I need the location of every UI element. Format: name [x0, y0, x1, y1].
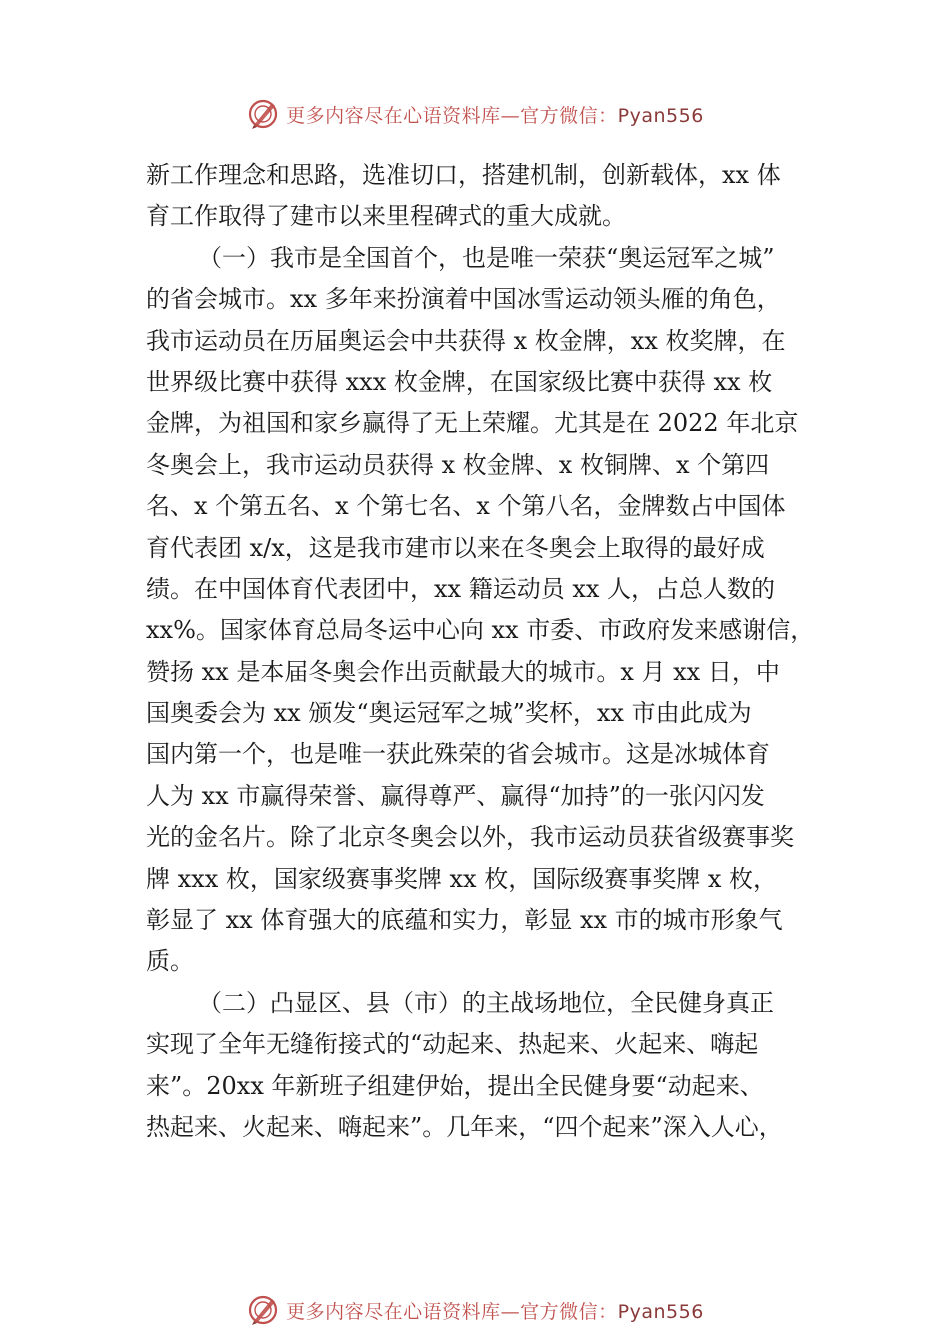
text-line: 热起来、火起来、嗨起来”。几年来，“四个起来”深入人心，: [146, 1112, 783, 1141]
text-line: 绩。在中国体育代表团中，xx 籍运动员 xx 人，占总人数的: [146, 574, 776, 603]
text-line: 名、x 个第五名、x 个第七名、x 个第八名，金牌数占中国体: [146, 492, 786, 521]
footer-banner: [0, 1290, 950, 1330]
text-line: 世界级比赛中获得 xxx 枚金牌，在国家级比赛中获得 xx 枚: [146, 367, 773, 396]
logo-icon: [246, 97, 280, 131]
text-line: 育工作取得了建市以来里程碑式的重大成就。: [146, 202, 626, 231]
text-line: （二）凸显区、县（市）的主战场地位，全民健身真正: [198, 988, 774, 1017]
text-line: 光的金名片。除了北京冬奥会以外，我市运动员获省级赛事奖: [146, 823, 794, 852]
text-line: （一）我市是全国首个，也是唯一荣获“奥运冠军之城”: [198, 243, 775, 272]
wechat-id: Pyan556: [617, 1300, 704, 1323]
text-line: 新工作理念和思路，选准切口，搭建机制，创新载体，xx 体: [146, 161, 781, 189]
text-line: 我市运动员在历届奥运会中共获得 x 枚金牌，xx 枚奖牌，在: [146, 326, 786, 355]
text-line: 人为 xx 市赢得荣誉、赢得尊严、赢得“加持”的一张闪闪发: [146, 781, 765, 810]
text-line: 冬奥会上，我市运动员获得 x 枚金牌、x 枚铜牌、x 个第四: [146, 450, 770, 479]
document-body: [146, 155, 836, 1148]
text-line: 国内第一个，也是唯一获此殊荣的省会城市。这是冰城体育: [146, 740, 770, 769]
text-line: 赞扬 xx 是本届冬奥会作出贡献最大的城市。x 月 xx 日，中: [146, 657, 780, 686]
text-line: 实现了全年无缝衔接式的“动起来、热起来、火起来、嗨起: [146, 1030, 759, 1059]
text-line: 育代表团 x/x，这是我市建市以来在冬奥会上取得的最好成: [146, 533, 765, 562]
text-line: 的省会城市。xx 多年来扮演着中国冰雪运动领头雁的角色，: [146, 285, 781, 314]
banner-label: 更多内容尽在心语资料库—官方微信：: [286, 1300, 618, 1323]
text-line: 质。: [146, 947, 194, 976]
logo-icon: [246, 1293, 280, 1327]
text-line: 牌 xxx 枚，国家级赛事奖牌 xx 枚，国际级赛事奖牌 x 枚，: [146, 864, 777, 893]
text-line: 国奥委会为 xx 颁发“奥运冠军之城”奖杯，xx 市由此成为: [146, 699, 752, 728]
text-line: xx%。国家体育总局冬运中心向 xx 市委、市政府发来感谢信，: [146, 616, 815, 645]
wechat-id: Pyan556: [617, 104, 704, 127]
banner-text: [286, 1297, 704, 1324]
text-line: 彰显了 xx 体育强大的底蕴和实力，彰显 xx 市的城市形象气: [146, 906, 783, 935]
text-line: 金牌，为祖国和家乡赢得了无上荣耀。尤其是在 2022 年北京: [146, 409, 799, 438]
header-banner: [0, 94, 950, 134]
banner-text: [286, 101, 704, 128]
banner-label: 更多内容尽在心语资料库—官方微信：: [286, 104, 618, 127]
text-line: 来”。20xx 年新班子组建伊始，提出全民健身要“动起来、: [146, 1071, 764, 1100]
